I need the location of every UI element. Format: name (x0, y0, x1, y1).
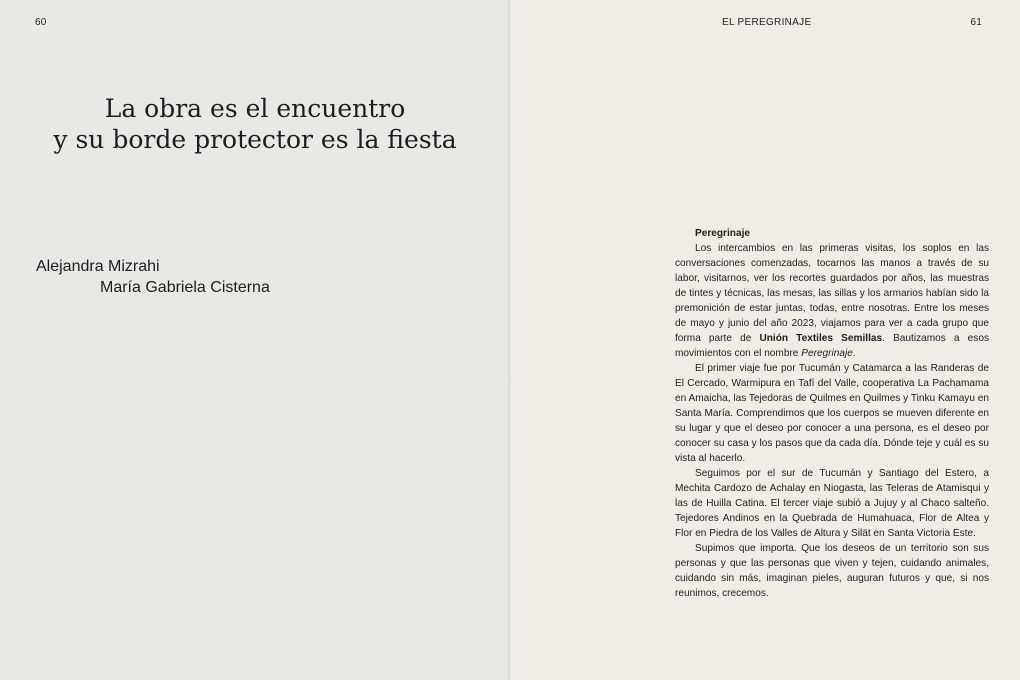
paragraph-1-text-b: . Bautizamos a esos movimientos con el nombre (675, 333, 990, 359)
paragraph-1-text-c: . (852, 348, 856, 359)
paragraph-1-text-a: Los intercambios en las primeras visitas, los soplos en las conversaciones comenzadas, tocarnos las manos a través de su labor, visitarnos, ver los recortes guardados por años, las muestras de tintes y técnicas, las mesas, las sillas y los armarios habían sido la premonición de estar juntas, todas, entre nosotras. Entre los meses de mayo y junio del año 2023, viajamos para ver a cada grupo que forma parte de (675, 243, 989, 344)
article-title (0, 93, 510, 155)
author-2: María Gabriela Cisterna (100, 279, 270, 296)
paragraph-3: Seguimos por el sur de Tucumán y Santiago del Estero, a Mechita Cardozo de Achalay en Niogasta, las Teleras de Atamisqui y las de Huilla Catina. El tercer viaje subió a Jujuy y al Chaco salteño. Tejedores Andinos en la Quebrada de Humahuaca, Flor de Altea y Flor en Piedra de los Valles de Altura y Silät en Santa Victoria Este. (675, 468, 989, 539)
page-number-left: 60 (35, 17, 47, 28)
paragraph-2: El primer viaje fue por Tucumán y Catamarca a las Randeras de El Cercado, Warmipura en Tafí del Valle, cooperativa La Pachamama en Amaicha, las Tejedoras de Quilmes en Quilmes y Tinku Kamayu en Santa María. Comprendimos que los cuerpos se mueven diferente en su lugar y que el deseo por conocer a una persona, es el deseo por conocer su casa y los pasos que da cada día. Dónde teje y cuál es su vista al hacerlo. (675, 363, 989, 464)
paragraph-1 (675, 241, 989, 361)
section-heading: Peregrinaje (695, 228, 750, 239)
title-line-1: La obra es el encuentro (104, 94, 406, 123)
running-head: EL PEREGRINAJE (722, 17, 812, 28)
body-text (675, 226, 989, 601)
page-number-right: 61 (970, 17, 982, 28)
paragraph-1-italic: Peregrinaje (801, 348, 853, 359)
right-page (510, 0, 1020, 680)
paragraph-1-bold: Unión Textiles Semillas (759, 333, 883, 344)
author-1: Alejandra Mizrahi (36, 258, 160, 275)
gutter-shadow (508, 0, 512, 680)
paragraph-4: Supimos que importa. Que los deseos de un territorio son sus personas y que las personas que viven y tejen, cuidando animales, cuidando sin más, imaginan pieles, auguran futuros y que, si nos reunimos, crecemos. (675, 543, 989, 599)
title-line-2: y su borde protector es la fiesta (53, 125, 457, 154)
